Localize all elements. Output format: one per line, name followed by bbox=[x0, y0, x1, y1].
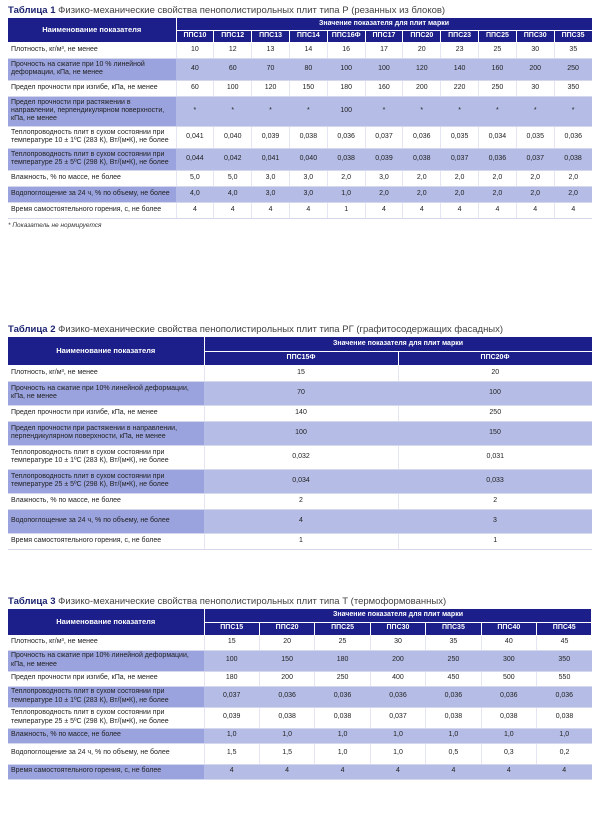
table3-caption-prefix: Таблица 3 bbox=[8, 596, 56, 607]
cell-value: 0,036 bbox=[315, 686, 370, 707]
table-row bbox=[8, 707, 592, 728]
cell-value: 2,0 bbox=[403, 170, 441, 186]
table-row bbox=[8, 96, 592, 126]
cell-value: 3,0 bbox=[365, 170, 403, 186]
cell-value: 0,038 bbox=[327, 148, 365, 170]
table1-group-header: Значение показателя для плит марки bbox=[176, 18, 592, 30]
cell-value: * bbox=[516, 96, 554, 126]
cell-value: 4 bbox=[426, 764, 481, 779]
cell-value: 140 bbox=[441, 58, 479, 80]
table1-note: * Показатель не нормируется bbox=[8, 221, 102, 229]
cell-value: 3,0 bbox=[252, 186, 290, 202]
table1-column-header: ППС35 bbox=[554, 30, 592, 42]
cell-value: 20 bbox=[259, 635, 314, 650]
cell-value: 1,0 bbox=[327, 186, 365, 202]
cell-value: 0,036 bbox=[481, 686, 536, 707]
cell-value: 3,0 bbox=[252, 170, 290, 186]
cell-value: 45 bbox=[537, 635, 592, 650]
cell-value: 100 bbox=[204, 421, 398, 445]
cell-value: 0,035 bbox=[441, 126, 479, 148]
table-row bbox=[8, 650, 592, 671]
cell-value: 1,0 bbox=[481, 728, 536, 743]
table1-name-header: Наименование показателя bbox=[8, 18, 176, 42]
row-label: Плотность, кг/м³, не менее bbox=[8, 42, 176, 58]
cell-value: 350 bbox=[554, 80, 592, 96]
cell-value: 2 bbox=[398, 493, 592, 509]
cell-value: 0,040 bbox=[214, 126, 252, 148]
cell-value: 17 bbox=[365, 42, 403, 58]
cell-value: 0,038 bbox=[289, 126, 327, 148]
row-label: Влажность, % по массе, не более bbox=[8, 493, 204, 509]
cell-value: 4,0 bbox=[176, 186, 214, 202]
cell-value: 3 bbox=[398, 509, 592, 533]
cell-value: * bbox=[554, 96, 592, 126]
cell-value: 400 bbox=[370, 671, 425, 686]
cell-value: 500 bbox=[481, 671, 536, 686]
cell-value: 0,039 bbox=[204, 707, 259, 728]
cell-value: 1,0 bbox=[204, 728, 259, 743]
cell-value: 250 bbox=[315, 671, 370, 686]
cell-value: 20 bbox=[403, 42, 441, 58]
cell-value: 1,5 bbox=[259, 743, 314, 764]
cell-value: 100 bbox=[214, 80, 252, 96]
cell-value: 180 bbox=[327, 80, 365, 96]
cell-value: 250 bbox=[479, 80, 517, 96]
table2-group-header: Значение показателя для плит марки bbox=[204, 337, 592, 351]
table3-column-header: ППС30 bbox=[370, 622, 425, 635]
cell-value: 180 bbox=[315, 650, 370, 671]
table1-column-header: ППС13 bbox=[252, 30, 290, 42]
cell-value: 30 bbox=[516, 42, 554, 58]
cell-value: 200 bbox=[259, 671, 314, 686]
cell-value: 100 bbox=[398, 381, 592, 405]
cell-value: 3,0 bbox=[289, 170, 327, 186]
cell-value: 0,037 bbox=[441, 148, 479, 170]
table-row bbox=[8, 421, 592, 445]
table3-section bbox=[8, 595, 592, 780]
cell-value: 2 bbox=[204, 493, 398, 509]
row-label: Водопоглощение за 24 ч, % по объему, не более bbox=[8, 186, 176, 202]
row-label: Влажность, % по массе, не более bbox=[8, 728, 204, 743]
cell-value: 150 bbox=[259, 650, 314, 671]
table1-column-header: ППС14 bbox=[289, 30, 327, 42]
table3-column-header: ППС25 bbox=[315, 622, 370, 635]
row-label: Водопоглощение за 24 ч, % по объему, не более bbox=[8, 509, 204, 533]
cell-value: 0,038 bbox=[537, 707, 592, 728]
cell-value: 0,039 bbox=[365, 148, 403, 170]
cell-value: 0,039 bbox=[252, 126, 290, 148]
cell-value: * bbox=[441, 96, 479, 126]
cell-value: 0,037 bbox=[204, 686, 259, 707]
cell-value: 30 bbox=[370, 635, 425, 650]
cell-value: 4 bbox=[204, 764, 259, 779]
cell-value: 1,5 bbox=[204, 743, 259, 764]
cell-value: 20 bbox=[398, 365, 592, 381]
table3-name-header: Наименование показателя bbox=[8, 609, 204, 635]
table-row bbox=[8, 671, 592, 686]
row-label: Прочность на сжатие при 10 % линейной деформации, кПа, не менее bbox=[8, 58, 176, 80]
table-row bbox=[8, 635, 592, 650]
cell-value: 10 bbox=[176, 42, 214, 58]
table2-section bbox=[8, 323, 592, 550]
cell-value: 0,038 bbox=[315, 707, 370, 728]
cell-value: 0,037 bbox=[516, 148, 554, 170]
cell-value: 4 bbox=[537, 764, 592, 779]
cell-value: 1,0 bbox=[315, 728, 370, 743]
table2-caption-prefix: Таблица 2 bbox=[8, 324, 56, 335]
cell-value: 1,0 bbox=[315, 743, 370, 764]
row-label: Теплопроводность плит в сухом состоянии при температуре 25 ± 5ºС (298 К), Вт/(м•К), не более bbox=[8, 707, 204, 728]
cell-value: 4 bbox=[370, 764, 425, 779]
cell-value: 120 bbox=[252, 80, 290, 96]
row-label: Предел прочности при растяжении в направлении, перпендикулярном поверхности, кПа, не менее bbox=[8, 96, 176, 126]
table-row bbox=[8, 509, 592, 533]
table-row bbox=[8, 126, 592, 148]
cell-value: 180 bbox=[204, 671, 259, 686]
cell-value: 15 bbox=[204, 365, 398, 381]
cell-value: 0,033 bbox=[398, 469, 592, 493]
cell-value: 1 bbox=[327, 202, 365, 218]
cell-value: 1,0 bbox=[426, 728, 481, 743]
row-label: Теплопроводность плит в сухом состоянии при температуре 25 ± 5ºС (298 К), Вт/(м•К), не более bbox=[8, 469, 204, 493]
cell-value: 0,036 bbox=[426, 686, 481, 707]
cell-value: 4 bbox=[554, 202, 592, 218]
table2-name-header: Наименование показателя bbox=[8, 337, 204, 365]
cell-value: 4 bbox=[516, 202, 554, 218]
table1-caption bbox=[8, 4, 592, 18]
cell-value: 0,038 bbox=[426, 707, 481, 728]
cell-value: 4 bbox=[365, 202, 403, 218]
table-row bbox=[8, 202, 592, 218]
cell-value: 25 bbox=[479, 42, 517, 58]
cell-value: * bbox=[365, 96, 403, 126]
cell-value: 23 bbox=[441, 42, 479, 58]
table2-column-header: ППС20Ф bbox=[398, 351, 592, 365]
cell-value: 0,041 bbox=[252, 148, 290, 170]
table-row bbox=[8, 469, 592, 493]
cell-value: 2,0 bbox=[327, 170, 365, 186]
row-label: Теплопроводность плит в сухом состоянии при температуре 10 ± 1ºС (283 К), Вт/(м•К), не более bbox=[8, 445, 204, 469]
cell-value: 220 bbox=[441, 80, 479, 96]
cell-value: 2,0 bbox=[479, 186, 517, 202]
cell-value: 2,0 bbox=[441, 186, 479, 202]
cell-value: 350 bbox=[537, 650, 592, 671]
cell-value: 30 bbox=[516, 80, 554, 96]
table1 bbox=[8, 18, 593, 219]
cell-value: 0,038 bbox=[403, 148, 441, 170]
row-label: Предел прочности при изгибе, кПа, не менее bbox=[8, 80, 176, 96]
cell-value: 0,040 bbox=[289, 148, 327, 170]
cell-value: 100 bbox=[327, 58, 365, 80]
table1-column-header: ППС25 bbox=[479, 30, 517, 42]
cell-value: 1,0 bbox=[259, 728, 314, 743]
cell-value: 35 bbox=[554, 42, 592, 58]
cell-value: 4 bbox=[252, 202, 290, 218]
table1-caption-prefix: Таблица 1 bbox=[8, 5, 56, 16]
table1-column-header: ППС30 bbox=[516, 30, 554, 42]
cell-value: 0,2 bbox=[537, 743, 592, 764]
table3-caption-text: Физико-механические свойства пенополистирольных плит типа Т (термоформованных) bbox=[58, 596, 447, 607]
cell-value: 40 bbox=[176, 58, 214, 80]
row-label: Теплопроводность плит в сухом состоянии при температуре 10 ± 1ºС (283 К), Вт/(м•К), не более bbox=[8, 126, 176, 148]
cell-value: 5,0 bbox=[214, 170, 252, 186]
cell-value: 0,034 bbox=[479, 126, 517, 148]
cell-value: 35 bbox=[426, 635, 481, 650]
table-row bbox=[8, 381, 592, 405]
cell-value: 0,038 bbox=[554, 148, 592, 170]
table2-column-header: ППС15Ф bbox=[204, 351, 398, 365]
cell-value: 140 bbox=[204, 405, 398, 421]
row-label: Время самостоятельного горения, с, не более bbox=[8, 202, 176, 218]
table-row bbox=[8, 186, 592, 202]
row-label: Прочность на сжатие при 10% линейной деформации, кПа, не менее bbox=[8, 650, 204, 671]
cell-value: 2,0 bbox=[403, 186, 441, 202]
cell-value: 4 bbox=[479, 202, 517, 218]
cell-value: 120 bbox=[403, 58, 441, 80]
cell-value: 0,036 bbox=[479, 148, 517, 170]
cell-value: 0,3 bbox=[481, 743, 536, 764]
table3 bbox=[8, 609, 592, 780]
cell-value: 0,034 bbox=[204, 469, 398, 493]
table-row bbox=[8, 743, 592, 764]
table3-caption bbox=[8, 595, 592, 609]
row-label: Предел прочности при растяжении в направлении, перпендикулярном поверхности, кПа, не менее bbox=[8, 421, 204, 445]
cell-value: 0,036 bbox=[327, 126, 365, 148]
cell-value: 0,031 bbox=[398, 445, 592, 469]
table1-caption-text: Физико-механические свойства пенополистирольных плит типа Р (резанных из блоков) bbox=[58, 5, 446, 16]
cell-value: 2,0 bbox=[365, 186, 403, 202]
cell-value: 160 bbox=[365, 80, 403, 96]
table-row bbox=[8, 533, 592, 549]
table1-column-header: ППС16Ф bbox=[327, 30, 365, 42]
cell-value: 100 bbox=[327, 96, 365, 126]
table1-column-header: ППС20 bbox=[403, 30, 441, 42]
table2 bbox=[8, 337, 593, 550]
table-row bbox=[8, 493, 592, 509]
cell-value: 4 bbox=[259, 764, 314, 779]
cell-value: 550 bbox=[537, 671, 592, 686]
cell-value: 0,036 bbox=[259, 686, 314, 707]
table-row bbox=[8, 405, 592, 421]
cell-value: 2,0 bbox=[554, 170, 592, 186]
table3-column-header: ППС20 bbox=[259, 622, 314, 635]
cell-value: 0,037 bbox=[370, 707, 425, 728]
cell-value: 250 bbox=[554, 58, 592, 80]
cell-value: 4 bbox=[289, 202, 327, 218]
row-label: Влажность, % по массе, не более bbox=[8, 170, 176, 186]
cell-value: 14 bbox=[289, 42, 327, 58]
table-row bbox=[8, 170, 592, 186]
cell-value: 0,036 bbox=[370, 686, 425, 707]
row-label: Водопоглощение за 24 ч, % по объему, не более bbox=[8, 743, 204, 764]
cell-value: 0,037 bbox=[365, 126, 403, 148]
cell-value: 4 bbox=[403, 202, 441, 218]
cell-value: * bbox=[176, 96, 214, 126]
cell-value: 0,038 bbox=[259, 707, 314, 728]
cell-value: 0,032 bbox=[204, 445, 398, 469]
table3-column-header: ППС15 bbox=[204, 622, 259, 635]
cell-value: * bbox=[214, 96, 252, 126]
cell-value: 0,042 bbox=[214, 148, 252, 170]
cell-value: 2,0 bbox=[554, 186, 592, 202]
cell-value: 13 bbox=[252, 42, 290, 58]
table-row bbox=[8, 148, 592, 170]
cell-value: 1,0 bbox=[370, 728, 425, 743]
cell-value: 40 bbox=[481, 635, 536, 650]
cell-value: 60 bbox=[176, 80, 214, 96]
cell-value: 1 bbox=[204, 533, 398, 549]
table-row bbox=[8, 686, 592, 707]
table1-column-header: ППС23 bbox=[441, 30, 479, 42]
cell-value: 3,0 bbox=[289, 186, 327, 202]
cell-value: 450 bbox=[426, 671, 481, 686]
cell-value: 1,0 bbox=[370, 743, 425, 764]
cell-value: 5,0 bbox=[176, 170, 214, 186]
row-label: Теплопроводность плит в сухом состоянии при температуре 10 ± 1ºС (283 К), Вт/(м•К), не более bbox=[8, 686, 204, 707]
cell-value: 1 bbox=[398, 533, 592, 549]
cell-value: 0,036 bbox=[554, 126, 592, 148]
row-label: Плотность, кг/м³, не менее bbox=[8, 365, 204, 381]
row-label: Предел прочности при изгибе, кПа, не менее bbox=[8, 405, 204, 421]
cell-value: 70 bbox=[204, 381, 398, 405]
cell-value: 0,036 bbox=[403, 126, 441, 148]
cell-value: 300 bbox=[481, 650, 536, 671]
cell-value: 250 bbox=[426, 650, 481, 671]
cell-value: 1,0 bbox=[537, 728, 592, 743]
cell-value: 2,0 bbox=[441, 170, 479, 186]
cell-value: 0,041 bbox=[176, 126, 214, 148]
row-label: Время самостоятельного горения, с, не более bbox=[8, 764, 204, 779]
table1-column-header: ППС17 bbox=[365, 30, 403, 42]
cell-value: 25 bbox=[315, 635, 370, 650]
table1-column-header: ППС12 bbox=[214, 30, 252, 42]
cell-value: * bbox=[289, 96, 327, 126]
table3-column-header: ППС35 bbox=[426, 622, 481, 635]
cell-value: 4 bbox=[214, 202, 252, 218]
table2-caption bbox=[8, 323, 592, 337]
cell-value: 12 bbox=[214, 42, 252, 58]
cell-value: 2,0 bbox=[479, 170, 517, 186]
cell-value: 4,0 bbox=[214, 186, 252, 202]
cell-value: 2,0 bbox=[516, 170, 554, 186]
cell-value: 70 bbox=[252, 58, 290, 80]
table1-column-header: ППС10 bbox=[176, 30, 214, 42]
cell-value: * bbox=[403, 96, 441, 126]
cell-value: 0,5 bbox=[426, 743, 481, 764]
cell-value: * bbox=[479, 96, 517, 126]
cell-value: 4 bbox=[204, 509, 398, 533]
cell-value: 16 bbox=[327, 42, 365, 58]
row-label: Предел прочности при изгибе, кПа, не менее bbox=[8, 671, 204, 686]
cell-value: 150 bbox=[289, 80, 327, 96]
cell-value: 0,036 bbox=[537, 686, 592, 707]
row-label: Теплопроводность плит в сухом состоянии при температуре 25 ± 5ºС (298 К), Вт/(м•К), не более bbox=[8, 148, 176, 170]
table3-column-header: ППС40 bbox=[481, 622, 536, 635]
cell-value: 150 bbox=[398, 421, 592, 445]
cell-value: 200 bbox=[403, 80, 441, 96]
table-row bbox=[8, 80, 592, 96]
cell-value: 250 bbox=[398, 405, 592, 421]
cell-value: 100 bbox=[204, 650, 259, 671]
row-label: Плотность, кг/м³, не менее bbox=[8, 635, 204, 650]
table-row bbox=[8, 728, 592, 743]
table-row bbox=[8, 445, 592, 469]
table3-group-header: Значение показателя для плит марки bbox=[204, 609, 592, 622]
cell-value: 200 bbox=[370, 650, 425, 671]
cell-value: 4 bbox=[176, 202, 214, 218]
cell-value: 0,035 bbox=[516, 126, 554, 148]
cell-value: 15 bbox=[204, 635, 259, 650]
cell-value: 80 bbox=[289, 58, 327, 80]
cell-value: 4 bbox=[441, 202, 479, 218]
table3-column-header: ППС45 bbox=[537, 622, 592, 635]
row-label: Время самостоятельного горения, с, не более bbox=[8, 533, 204, 549]
table2-caption-text: Физико-механические свойства пенополистирольных плит типа РГ (графитосодержащих фасадных) bbox=[58, 324, 504, 335]
cell-value: 60 bbox=[214, 58, 252, 80]
cell-value: 0,038 bbox=[481, 707, 536, 728]
table1-section bbox=[8, 4, 592, 229]
table-row bbox=[8, 764, 592, 779]
table-row bbox=[8, 58, 592, 80]
cell-value: 4 bbox=[481, 764, 536, 779]
cell-value: 2,0 bbox=[516, 186, 554, 202]
table-row bbox=[8, 42, 592, 58]
cell-value: 160 bbox=[479, 58, 517, 80]
cell-value: * bbox=[252, 96, 290, 126]
cell-value: 0,044 bbox=[176, 148, 214, 170]
cell-value: 200 bbox=[516, 58, 554, 80]
table-row bbox=[8, 365, 592, 381]
cell-value: 4 bbox=[315, 764, 370, 779]
cell-value: 100 bbox=[365, 58, 403, 80]
row-label: Прочность на сжатие при 10% линейной деформации, кПа, не менее bbox=[8, 381, 204, 405]
